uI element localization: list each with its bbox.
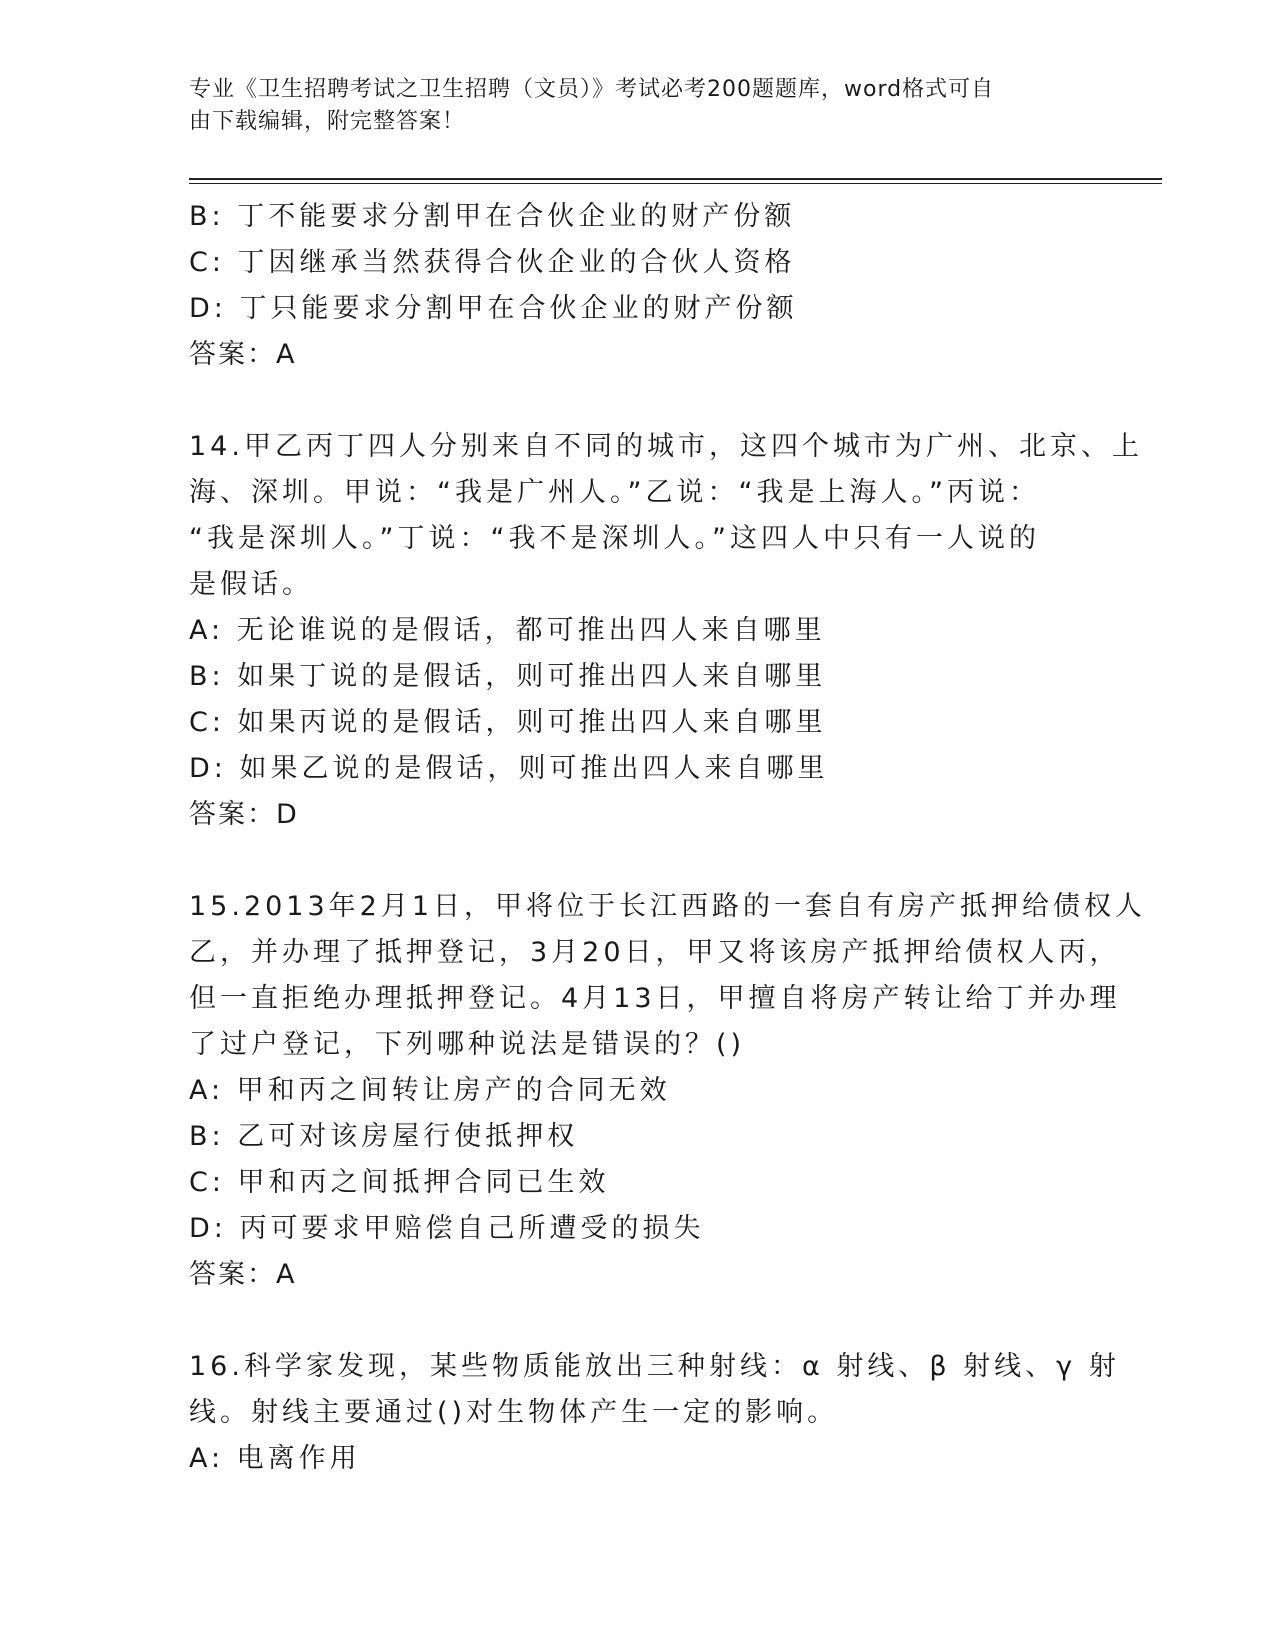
question-14 [189,424,1143,838]
answer-line: 答案：A [189,1259,297,1290]
question-stem-line: 了过户登记，下列哪种说法是错误的？() [189,1029,746,1060]
header-divider-thick [189,178,1162,180]
question-stem-line: 乙，并办理了抵押登记，3月20日，甲又将该房产抵押给债权人丙， [189,937,1121,968]
answer-line: 答案：D [189,799,299,830]
question-stem-line: 15.2013年2月1日，甲将位于长江西路的一套自有房产抵押给债权人 [189,891,1147,922]
option-b: B: 丁不能要求分割甲在合伙企业的财产份额 [189,201,796,232]
header-line-1: 专业《卫生招聘考试之卫生招聘（文员）》考试必考200题题库，word格式可自 [189,77,995,102]
question-list [189,194,1147,1482]
question-15 [189,884,1147,1298]
option-d: D: 丙可要求甲赔偿自己所遭受的损失 [189,1213,705,1244]
question-stem-line: 线。射线主要通过()对生物体产生一定的影响。 [189,1397,839,1428]
option-a: A: 甲和丙之间转让房产的合同无效 [189,1075,671,1106]
option-a: A: 无论谁说的是假话，都可推出四人来自哪里 [189,615,826,646]
option-b: B: 乙可对该房屋行使抵押权 [189,1121,579,1152]
spacer [189,838,1089,884]
document-header [189,74,1069,138]
header-line-2: 由下载编辑，附完整答案！ [189,109,466,134]
header-divider-thin [189,183,1162,184]
question-stem-line: 是假话。 [189,569,313,600]
option-b: B: 如果丁说的是假话，则可推出四人来自哪里 [189,661,827,692]
question-stem-line: 16.科学家发现，某些物质能放出三种射线：α 射线、β 射线、γ 射 [189,1351,1120,1382]
option-c: C: 甲和丙之间抵押合同已生效 [189,1167,610,1198]
question-13 [189,194,1089,378]
question-stem-line: “我是深圳人。”丁说：“我不是深圳人。”这四人中只有一人说的 [189,523,1040,554]
option-c: C: 如果丙说的是假话，则可推出四人来自哪里 [189,707,827,738]
question-16 [189,1344,1120,1482]
option-a: A: 电离作用 [189,1443,361,1474]
option-d: D: 丁只能要求分割甲在合伙企业的财产份额 [189,293,798,324]
spacer [189,1298,1089,1344]
option-d: D: 如果乙说的是假话，则可推出四人来自哪里 [189,753,829,784]
question-stem-line: 海、深圳。甲说：“我是广州人。”乙说：“我是上海人。”丙说： [189,477,1040,508]
question-stem-line: 但一直拒绝办理抵押登记。4月13日，甲擅自将房产转让给丁并办理 [189,983,1121,1014]
spacer [189,378,1089,424]
question-stem-line: 14.甲乙丙丁四人分别来自不同的城市，这四个城市为广州、北京、上 [189,431,1143,462]
answer-line: 答案：A [189,339,297,370]
option-c: C: 丁因继承当然获得合伙企业的合伙人资格 [189,247,796,278]
